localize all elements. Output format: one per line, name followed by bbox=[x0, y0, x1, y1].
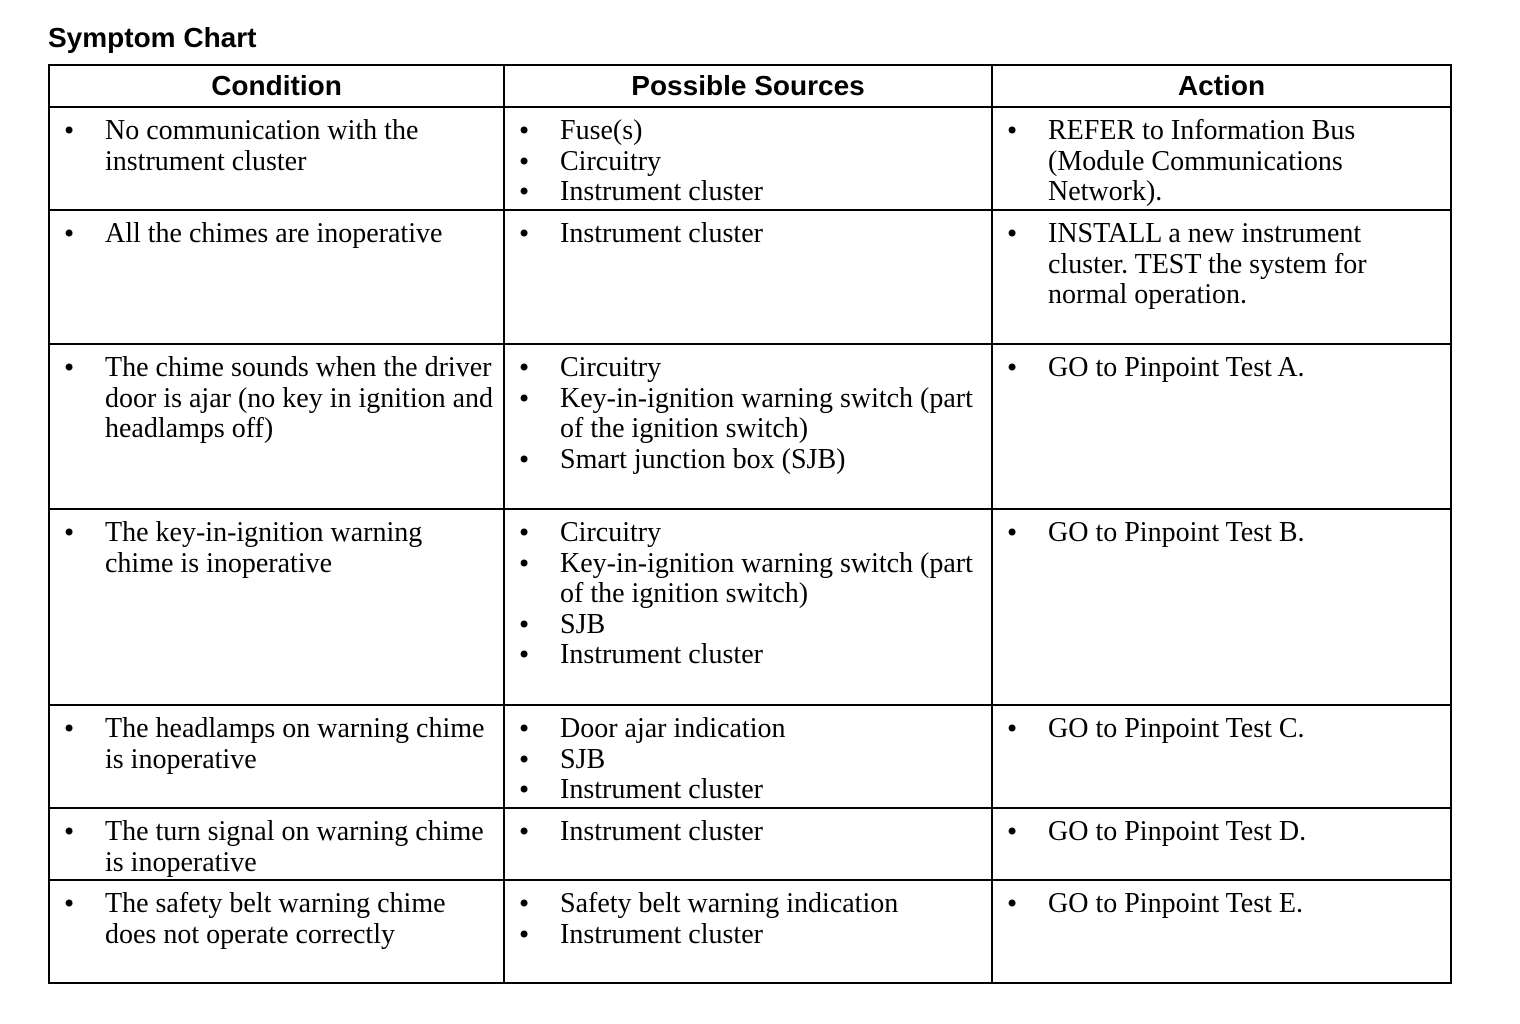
bullet-icon: • bbox=[517, 220, 532, 248]
table-row bbox=[49, 808, 1451, 880]
source-item: • SJB bbox=[517, 743, 606, 775]
bullet-icon: • bbox=[62, 220, 77, 248]
table-header-row bbox=[49, 65, 1451, 107]
table-row bbox=[49, 210, 1451, 344]
bullet-icon: • bbox=[517, 745, 532, 774]
action-item: • GO to Pinpoint Test C. bbox=[1005, 713, 1305, 744]
source-item: • SJB bbox=[517, 608, 606, 640]
bullet-icon: • bbox=[1005, 519, 1020, 547]
action-cell bbox=[992, 210, 1451, 344]
symptom-table bbox=[48, 64, 1452, 984]
bullet-icon: • bbox=[62, 354, 77, 382]
bullet-icon: • bbox=[517, 920, 532, 949]
condition-cell bbox=[49, 107, 504, 210]
header-possible-sources: Possible Sources bbox=[504, 65, 992, 107]
table-row bbox=[49, 509, 1451, 705]
sources-cell bbox=[504, 107, 992, 210]
action-cell bbox=[992, 509, 1451, 705]
source-item: • Circuitry bbox=[517, 517, 662, 548]
source-item: • Instrument cluster bbox=[517, 176, 763, 207]
condition-item: • The key-in-ignition warning chime is inoperative bbox=[62, 517, 423, 579]
table-row bbox=[49, 107, 1451, 210]
source-item: • Circuitry bbox=[517, 145, 662, 177]
action-item: • GO to Pinpoint Test D. bbox=[1005, 816, 1307, 847]
source-item: • Instrument cluster bbox=[517, 774, 763, 805]
condition-cell bbox=[49, 808, 504, 880]
header-condition: Condition bbox=[49, 65, 504, 107]
source-item: • Door ajar indication bbox=[517, 713, 786, 744]
source-item: • Safety belt warning indication bbox=[517, 888, 899, 919]
condition-item: • No communication with the instrument cluster bbox=[62, 115, 419, 177]
bullet-icon: • bbox=[517, 445, 532, 474]
table-row bbox=[49, 880, 1451, 983]
bullet-icon: • bbox=[62, 890, 77, 918]
action-cell bbox=[992, 344, 1451, 509]
source-item: • Fuse(s) bbox=[517, 115, 643, 146]
bullet-icon: • bbox=[517, 549, 532, 578]
bullet-icon: • bbox=[62, 117, 77, 145]
sources-cell bbox=[504, 509, 992, 705]
header-action: Action bbox=[992, 65, 1451, 107]
condition-item: • All the chimes are inoperative bbox=[62, 218, 443, 249]
bullet-icon: • bbox=[517, 641, 532, 669]
sources-cell bbox=[504, 705, 992, 808]
bullet-icon: • bbox=[517, 147, 532, 176]
bullet-icon: • bbox=[517, 519, 532, 547]
bullet-icon: • bbox=[1005, 117, 1020, 145]
action-item: • GO to Pinpoint Test E. bbox=[1005, 888, 1303, 919]
action-item: • INSTALL a new instrument cluster. TEST the system for normal operation. bbox=[1005, 218, 1367, 310]
bullet-icon: • bbox=[517, 354, 532, 382]
source-item: • Instrument cluster bbox=[517, 816, 763, 847]
source-item: • Instrument cluster bbox=[517, 218, 763, 249]
source-item: • Instrument cluster bbox=[517, 918, 763, 950]
page-title: Symptom Chart bbox=[48, 22, 257, 53]
bullet-icon: • bbox=[517, 776, 532, 804]
action-cell bbox=[992, 880, 1451, 983]
sources-cell bbox=[504, 210, 992, 344]
condition-cell bbox=[49, 705, 504, 808]
source-item: • Instrument cluster bbox=[517, 639, 763, 670]
bullet-icon: • bbox=[517, 384, 532, 413]
action-item: • GO to Pinpoint Test B. bbox=[1005, 517, 1305, 548]
bullet-icon: • bbox=[1005, 354, 1020, 382]
bullet-icon: • bbox=[1005, 220, 1020, 248]
action-cell bbox=[992, 107, 1451, 210]
action-cell bbox=[992, 705, 1451, 808]
bullet-icon: • bbox=[517, 178, 532, 206]
condition-cell bbox=[49, 509, 504, 705]
condition-item: • The headlamps on warning chime is inoperative bbox=[62, 713, 485, 775]
condition-item: • The turn signal on warning chime is inoperative bbox=[62, 816, 484, 878]
action-cell bbox=[992, 808, 1451, 880]
bullet-icon: • bbox=[517, 117, 532, 145]
bullet-icon: • bbox=[517, 715, 532, 743]
source-item: • Circuitry bbox=[517, 352, 662, 383]
condition-item: • The chime sounds when the driver door is ajar (no key in ignition and headlamps off) bbox=[62, 352, 494, 444]
bullet-icon: • bbox=[1005, 890, 1020, 918]
bullet-icon: • bbox=[1005, 818, 1020, 846]
condition-item: • The safety belt warning chime does not operate correctly bbox=[62, 888, 446, 950]
sources-cell bbox=[504, 344, 992, 509]
table-row bbox=[49, 344, 1451, 509]
condition-cell bbox=[49, 880, 504, 983]
source-item: • Key-in-ignition warning switch (part of the ignition switch) bbox=[517, 547, 973, 609]
source-item: • Smart junction box (SJB) bbox=[517, 443, 846, 475]
bullet-icon: • bbox=[517, 890, 532, 918]
bullet-icon: • bbox=[62, 818, 77, 846]
action-item: • REFER to Information Bus (Module Communications Network). bbox=[1005, 115, 1356, 207]
sources-cell bbox=[504, 808, 992, 880]
action-item: • GO to Pinpoint Test A. bbox=[1005, 352, 1305, 383]
bullet-icon: • bbox=[62, 519, 77, 547]
source-item: • Key-in-ignition warning switch (part of the ignition switch) bbox=[517, 382, 973, 444]
condition-cell bbox=[49, 210, 504, 344]
bullet-icon: • bbox=[517, 818, 532, 846]
sources-cell bbox=[504, 880, 992, 983]
table-row bbox=[49, 705, 1451, 808]
bullet-icon: • bbox=[62, 715, 77, 743]
bullet-icon: • bbox=[1005, 715, 1020, 743]
bullet-icon: • bbox=[517, 610, 532, 639]
condition-cell bbox=[49, 344, 504, 509]
